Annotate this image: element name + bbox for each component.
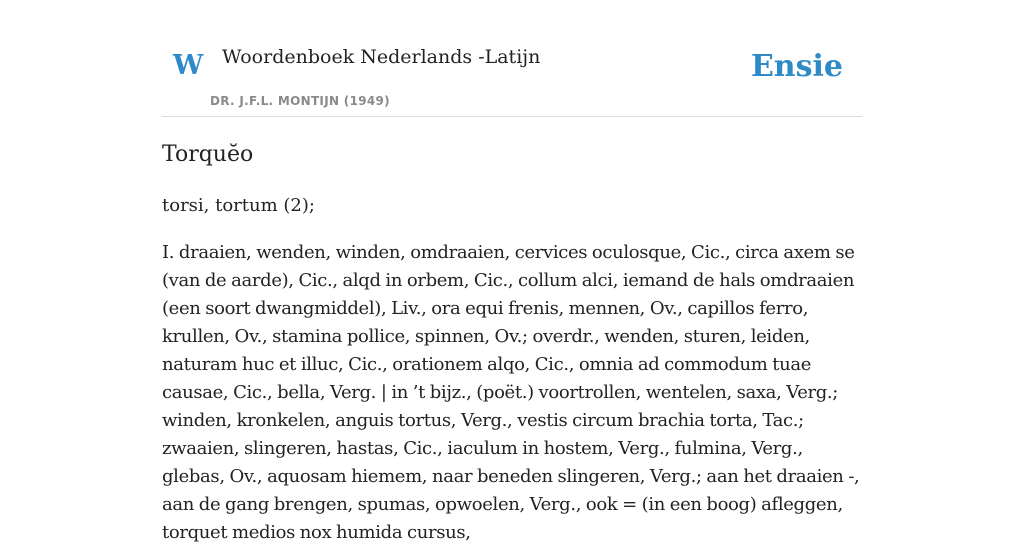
entry-content [162,138,862,547]
ensie-logo[interactable]: Ensie [750,49,843,84]
dictionary-logo[interactable]: W [173,50,204,81]
dictionary-title[interactable]: Woordenboek Nederlands -Latijn [222,46,541,68]
entry-headword: Torquĕo [162,142,254,167]
dictionary-author: DR. J.F.L. MONTIJN (1949) [210,94,390,108]
entry-definition: I. draaien, wenden, winden, omdraaien, cervices oculosque, Cic., circa axem se (van de aarde), Cic., alqd in orbem, Cic., collum alci, iemand de hals omdraaien (een soort dwangmiddel), Liv., ora equi frenis, mennen, Ov., capillos ferro, krullen, Ov., stamina pollice, spinnen, Ov.; overdr., wenden, sturen, leiden, naturam huc et illuc, Cic., orationem alqo, Cic., omnia ad commodum tuae causae, Cic., bella, Verg. | in ’t bijz., (poët.) voortrollen, wentelen, saxa, Verg.; winden, kronkelen, anguis tortus, Verg., vestis circum brachia torta, Tac.; zwaaien, slingeren, hastas, Cic., iaculum in hostem, Verg., fulmina, Verg., glebas, Ov., aquosam hiemem, naar beneden slingeren, Verg.; aan het draaien -, aan de gang brengen, spumas, opwoelen, Verg., ook = (in een boog) afleggen, torquet medios nox humida cursus, [162,242,860,543]
entry-forms: torsi, tortum (2); [162,195,315,216]
dictionary-header [162,0,862,117]
